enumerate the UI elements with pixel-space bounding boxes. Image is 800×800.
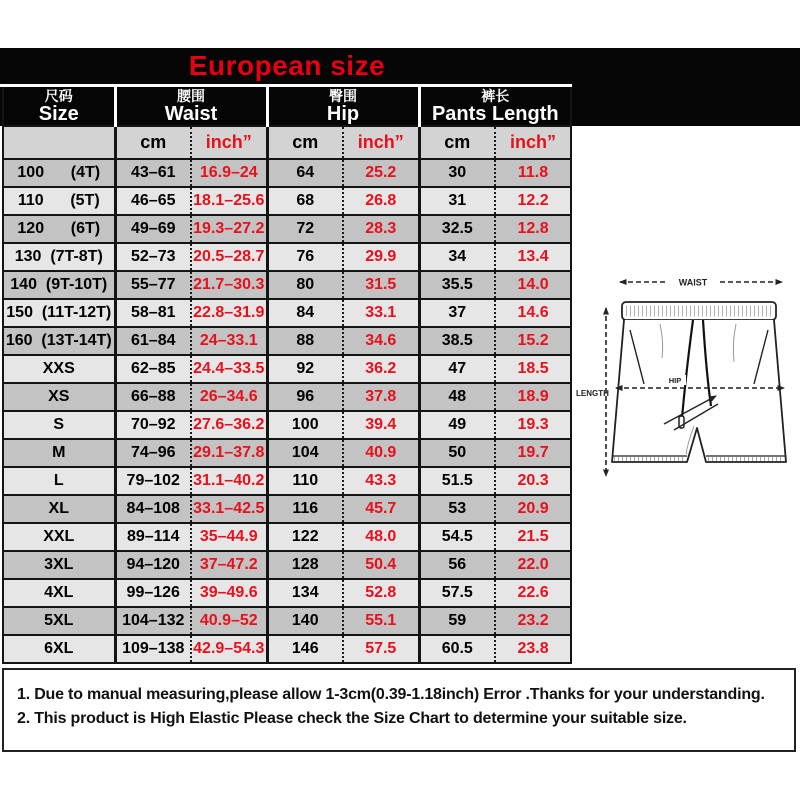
- cell-waist-inch: 35–44.9: [191, 523, 267, 551]
- units-row: [3, 126, 571, 159]
- table-row: [3, 187, 571, 215]
- table-row: [3, 271, 571, 299]
- cell-size: 3XL: [3, 551, 115, 579]
- cell-waist-cm: 58–81: [115, 299, 191, 327]
- table-row: [3, 383, 571, 411]
- cell-length-cm: 57.5: [419, 579, 495, 607]
- cell-waist-cm: 61–84: [115, 327, 191, 355]
- cell-waist-cm: 49–69: [115, 215, 191, 243]
- cell-hip-inch: 57.5: [343, 635, 419, 663]
- cell-hip-inch: 45.7: [343, 495, 419, 523]
- cell-length-cm: 30: [419, 159, 495, 187]
- table-row: [3, 607, 571, 635]
- cell-hip-inch: 40.9: [343, 439, 419, 467]
- cell-waist-cm: 52–73: [115, 243, 191, 271]
- cell-waist-cm: 89–114: [115, 523, 191, 551]
- pants-length-header-en: Pants Length: [431, 103, 559, 125]
- cell-length-cm: 32.5: [419, 215, 495, 243]
- cell-waist-inch: 27.6–36.2: [191, 411, 267, 439]
- cell-hip-inch: 43.3: [343, 467, 419, 495]
- cell-size: 100 (4T): [3, 159, 115, 187]
- cell-length-cm: 50: [419, 439, 495, 467]
- cell-waist-cm: 74–96: [115, 439, 191, 467]
- cell-waist-cm: 99–126: [115, 579, 191, 607]
- cell-length-cm: 37: [419, 299, 495, 327]
- cell-size: 150 (11T-12T): [3, 299, 115, 327]
- cell-length-cm: 53: [419, 495, 495, 523]
- cell-size: 6XL: [3, 635, 115, 663]
- size-table-body: [3, 159, 571, 663]
- table-row: [3, 355, 571, 383]
- cell-waist-cm: 70–92: [115, 411, 191, 439]
- cell-length-inch: 14.6: [495, 299, 571, 327]
- table-row: [3, 439, 571, 467]
- cell-hip-cm: 96: [267, 383, 343, 411]
- table-row: [3, 467, 571, 495]
- length-label: LENGTH: [576, 389, 609, 398]
- cell-waist-cm: 104–132: [115, 607, 191, 635]
- shorts-outline: [612, 320, 786, 462]
- cell-waist-inch: 31.1–40.2: [191, 467, 267, 495]
- cell-hip-cm: 128: [267, 551, 343, 579]
- cell-hip-inch: 33.1: [343, 299, 419, 327]
- cell-hip-cm: 68: [267, 187, 343, 215]
- cell-length-inch: 12.8: [495, 215, 571, 243]
- table-row: [3, 495, 571, 523]
- column-header-waist: [115, 87, 267, 126]
- cell-length-inch: 19.7: [495, 439, 571, 467]
- cell-length-inch: 23.2: [495, 607, 571, 635]
- cell-waist-inch: 16.9–24: [191, 159, 267, 187]
- table-row: [3, 299, 571, 327]
- cell-length-inch: 22.0: [495, 551, 571, 579]
- cell-waist-inch: 29.1–37.8: [191, 439, 267, 467]
- cell-hip-inch: 36.2: [343, 355, 419, 383]
- hip-cm-unit: cm: [267, 126, 343, 159]
- cell-length-cm: 54.5: [419, 523, 495, 551]
- cell-hip-inch: 34.6: [343, 327, 419, 355]
- waist-header-zh: 腰围: [177, 88, 205, 104]
- cell-hip-cm: 104: [267, 439, 343, 467]
- cell-length-cm: 31: [419, 187, 495, 215]
- cell-hip-cm: 146: [267, 635, 343, 663]
- group-header-row: [3, 87, 571, 126]
- cell-waist-inch: 20.5–28.7: [191, 243, 267, 271]
- cell-hip-cm: 84: [267, 299, 343, 327]
- column-header-size: [3, 87, 115, 126]
- cell-waist-inch: 18.1–25.6: [191, 187, 267, 215]
- cell-waist-cm: 94–120: [115, 551, 191, 579]
- cell-waist-cm: 84–108: [115, 495, 191, 523]
- cell-hip-cm: 76: [267, 243, 343, 271]
- cell-waist-inch: 19.3–27.2: [191, 215, 267, 243]
- cell-waist-inch: 21.7–30.3: [191, 271, 267, 299]
- table-row: [3, 327, 571, 355]
- cell-length-cm: 49: [419, 411, 495, 439]
- cell-size: XL: [3, 495, 115, 523]
- waist-inch-unit: inch”: [191, 126, 267, 159]
- cell-hip-inch: 25.2: [343, 159, 419, 187]
- cell-length-inch: 23.8: [495, 635, 571, 663]
- cell-waist-cm: 43–61: [115, 159, 191, 187]
- cell-length-cm: 35.5: [419, 271, 495, 299]
- waist-label: WAIST: [678, 277, 708, 288]
- cell-length-inch: 21.5: [495, 523, 571, 551]
- table-row: [3, 215, 571, 243]
- note-line-2: 2. This product is High Elastic Please check the Size Chart to determine your suitable size.: [17, 710, 687, 727]
- units-empty-cell: [3, 126, 115, 159]
- note-line-1: 1. Due to manual measuring,please allow 1-3cm(0.39-1.18inch) Error .Thanks for your understanding.: [17, 686, 765, 703]
- table-row: [3, 635, 571, 663]
- cell-length-inch: 22.6: [495, 579, 571, 607]
- cell-size: XXL: [3, 523, 115, 551]
- cell-waist-cm: 62–85: [115, 355, 191, 383]
- cell-length-cm: 51.5: [419, 467, 495, 495]
- cell-waist-inch: 22.8–31.9: [191, 299, 267, 327]
- cell-length-inch: 19.3: [495, 411, 571, 439]
- waist-cm-unit: cm: [115, 126, 191, 159]
- table-row: [3, 243, 571, 271]
- waist-header-en: Waist: [164, 103, 218, 125]
- cell-waist-cm: 109–138: [115, 635, 191, 663]
- cell-length-cm: 38.5: [419, 327, 495, 355]
- pants-length-header-zh: 裤长: [481, 88, 510, 104]
- shorts-measurement-diagram: [576, 266, 800, 498]
- cell-length-cm: 34: [419, 243, 495, 271]
- cell-size: 140 (9T-10T): [3, 271, 115, 299]
- table-row: [3, 551, 571, 579]
- cell-length-cm: 60.5: [419, 635, 495, 663]
- cell-size: S: [3, 411, 115, 439]
- size-header-zh: 尺码: [44, 88, 73, 104]
- cell-size: 110 (5T): [3, 187, 115, 215]
- cell-waist-cm: 66–88: [115, 383, 191, 411]
- size-chart-table: [2, 87, 572, 664]
- table-row: [3, 411, 571, 439]
- cell-hip-cm: 64: [267, 159, 343, 187]
- cell-length-inch: 20.9: [495, 495, 571, 523]
- cell-hip-cm: 80: [267, 271, 343, 299]
- cell-hip-inch: 31.5: [343, 271, 419, 299]
- cell-hip-cm: 116: [267, 495, 343, 523]
- cell-size: 120 (6T): [3, 215, 115, 243]
- cell-waist-cm: 79–102: [115, 467, 191, 495]
- hip-label: HIP: [668, 376, 682, 385]
- table-row: [3, 579, 571, 607]
- cell-waist-cm: 55–77: [115, 271, 191, 299]
- cell-hip-cm: 72: [267, 215, 343, 243]
- cell-length-inch: 15.2: [495, 327, 571, 355]
- cell-hip-inch: 26.8: [343, 187, 419, 215]
- cell-waist-inch: 42.9–54.3: [191, 635, 267, 663]
- cell-size: M: [3, 439, 115, 467]
- cell-length-inch: 18.9: [495, 383, 571, 411]
- page-title: European size: [188, 50, 386, 81]
- hip-header-zh: 臀围: [329, 88, 358, 104]
- cell-hip-cm: 140: [267, 607, 343, 635]
- cell-size: L: [3, 467, 115, 495]
- cell-hip-inch: 55.1: [343, 607, 419, 635]
- cell-waist-inch: 24–33.1: [191, 327, 267, 355]
- cell-length-cm: 56: [419, 551, 495, 579]
- size-header-en: Size: [38, 103, 79, 125]
- cell-length-inch: 12.2: [495, 187, 571, 215]
- cell-hip-cm: 110: [267, 467, 343, 495]
- cell-length-inch: 11.8: [495, 159, 571, 187]
- length-cm-unit: cm: [419, 126, 495, 159]
- cell-waist-inch: 39–49.6: [191, 579, 267, 607]
- column-header-pants-length: [419, 87, 571, 126]
- cell-length-inch: 14.0: [495, 271, 571, 299]
- cell-hip-cm: 88: [267, 327, 343, 355]
- table-row: [3, 159, 571, 187]
- cell-waist-inch: 37–47.2: [191, 551, 267, 579]
- cell-hip-inch: 48.0: [343, 523, 419, 551]
- cell-waist-inch: 40.9–52: [191, 607, 267, 635]
- table-row: [3, 523, 571, 551]
- length-inch-unit: inch”: [495, 126, 571, 159]
- cell-hip-cm: 122: [267, 523, 343, 551]
- cell-length-inch: 13.4: [495, 243, 571, 271]
- notes-box: [2, 668, 796, 752]
- cell-length-inch: 18.5: [495, 355, 571, 383]
- cell-waist-inch: 33.1–42.5: [191, 495, 267, 523]
- cell-size: 5XL: [3, 607, 115, 635]
- cell-hip-inch: 39.4: [343, 411, 419, 439]
- cell-length-inch: 20.3: [495, 467, 571, 495]
- cell-size: XXS: [3, 355, 115, 383]
- cell-hip-inch: 28.3: [343, 215, 419, 243]
- cell-size: 4XL: [3, 579, 115, 607]
- cell-length-cm: 59: [419, 607, 495, 635]
- cell-waist-cm: 46–65: [115, 187, 191, 215]
- cell-length-cm: 47: [419, 355, 495, 383]
- hip-inch-unit: inch”: [343, 126, 419, 159]
- cell-length-cm: 48: [419, 383, 495, 411]
- cell-hip-inch: 29.9: [343, 243, 419, 271]
- cell-hip-inch: 50.4: [343, 551, 419, 579]
- cell-size: XS: [3, 383, 115, 411]
- cell-hip-inch: 37.8: [343, 383, 419, 411]
- cell-hip-cm: 134: [267, 579, 343, 607]
- cell-size: 130 (7T-8T): [3, 243, 115, 271]
- cell-hip-cm: 100: [267, 411, 343, 439]
- cell-waist-inch: 24.4–33.5: [191, 355, 267, 383]
- cell-size: 160 (13T-14T): [3, 327, 115, 355]
- cell-hip-inch: 52.8: [343, 579, 419, 607]
- cell-waist-inch: 26–34.6: [191, 383, 267, 411]
- hip-header-en: Hip: [326, 103, 360, 125]
- cell-hip-cm: 92: [267, 355, 343, 383]
- column-header-hip: [267, 87, 419, 126]
